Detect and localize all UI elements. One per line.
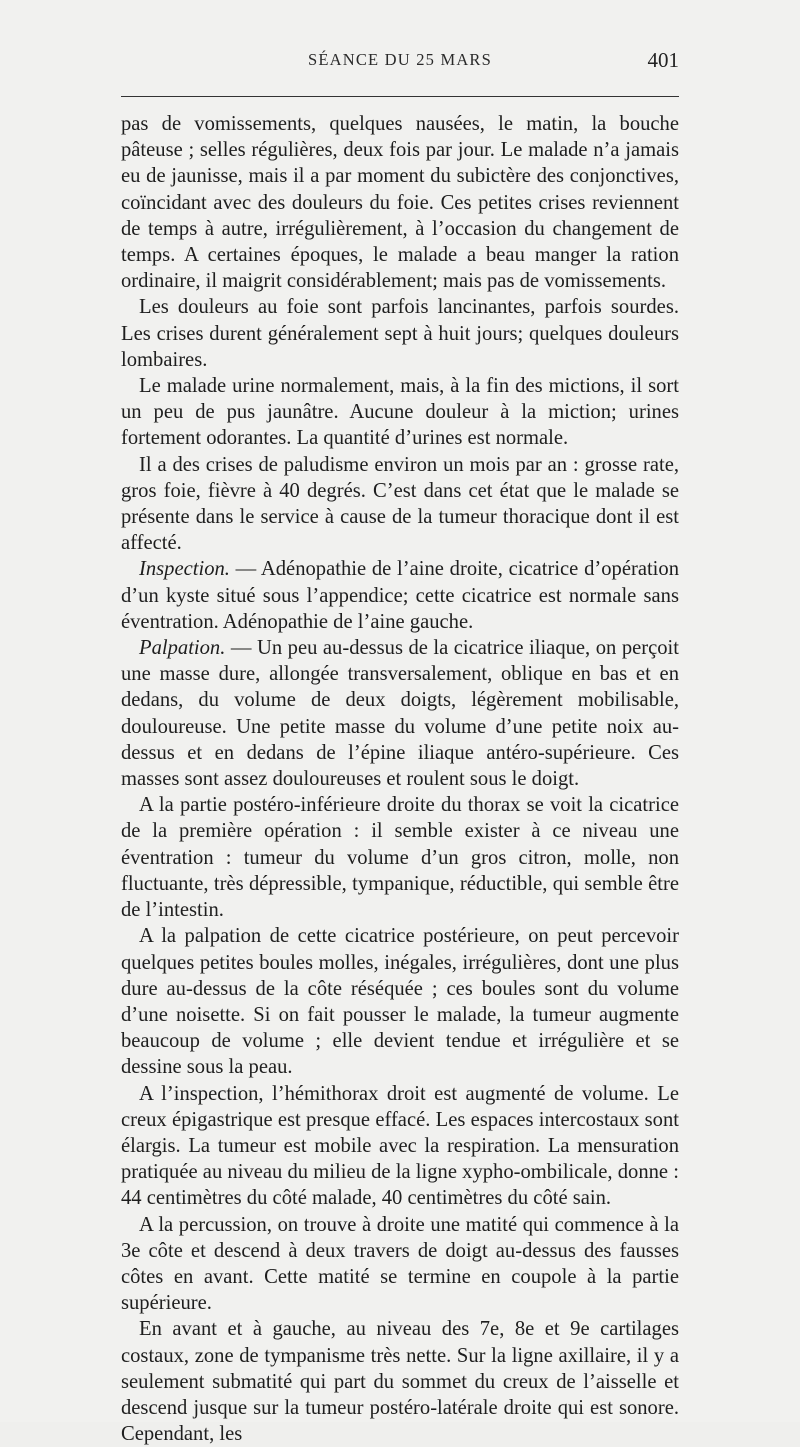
paragraph: pas de vomissements, quelques nausées, le matin, la bouche pâteuse ; selles régulières, deux fois par jour. Le malade n’a jamais eu de jaunisse, mais il a par moment du subictère des conjonctives, coïncidant avec des douleurs du foie. Ces petites crises reviennent de temps à autre, irrégulièrement, à l’occasion du changement de temps. A certaines époques, le malade a beau manger la ration ordinaire, il maigrit considérablement; mais pas de vomissements. bbox=[121, 113, 679, 293]
header-rule bbox=[121, 96, 679, 97]
paragraph: A la palpation de cette cicatrice postérieure, on peut percevoir quelques petites boules molles, inégales, irrégulières, dont une plus dure au-dessus de la côte réséquée ; ces boules sont du volume d’une noisette. Si on fait pousser le malade, la tumeur augmente beaucoup de volume ; elle devient tendue et irrégulière et se dessine sous la peau. bbox=[121, 925, 679, 1079]
paragraph-lead: Palpation. bbox=[139, 637, 226, 660]
paragraph: A la partie postéro-inférieure droite du thorax se voit la cicatrice de la première opération : il semble exister à ce niveau une éventration : tumeur du volume d’un gros citron, molle, non fluctuante, très dépressible, tympanique, réductible, qui semble être de l’intestin. bbox=[121, 794, 679, 922]
paragraph: En avant et à gauche, au niveau des 7e, 8e et 9e cartilages costaux, zone de tympanisme très nette. Sur la ligne axillaire, il y a seulement submatité qui part du sommet du creux de l’aisselle et descend jusque sur la tumeur postéro-latérale droite qui est sonore. Cependant, les bbox=[121, 1318, 679, 1446]
paragraph: Il a des crises de paludisme environ un mois par an : grosse rate, gros foie, fièvre à 40 degrés. C’est dans cet état que le malade se présente dans le service à cause de la tumeur thoracique dont il est affecté. bbox=[121, 453, 679, 555]
paragraph: A l’inspection, l’hémithorax droit est augmenté de volume. Le creux épigastrique est presque effacé. Les espaces intercostaux sont élargis. La tumeur est mobile avec la respiration. La mensuration pratiquée au niveau du milieu de la ligne xypho-ombilicale, donne : 44 centimètres du côté malade, 40 centimètres du côté sain. bbox=[121, 1082, 679, 1210]
paragraph-lead: Inspection. bbox=[139, 558, 230, 581]
paragraph: Les douleurs au foie sont parfois lancinantes, parfois sourdes. Les crises durent généralement sept à huit jours; quelques douleurs lombaires. bbox=[121, 296, 679, 371]
paragraph: Inspection. — Adénopathie de l’aine droite, cicatrice d’opération d’un kyste situé sous l’appendice; cette cicatrice est normale sans éventration. Adénopathie de l’aine gauche. bbox=[121, 558, 679, 633]
paragraph: A la percussion, on trouve à droite une matité qui commence à la 3e côte et descend à deux travers de doigt au-dessus des fausses côtes en avant. Cette matité se termine en coupole à la partie supérieure. bbox=[121, 1213, 679, 1315]
paragraph: Palpation. — Un peu au-dessus de la cicatrice iliaque, on perçoit une masse dure, allongée transversalement, oblique en bas et en dedans, du volume de deux doigts, légèrement mobilisable, douloureuse. Une petite masse du volume d’une petite noix au-dessus et en dedans de l’épine iliaque antéro-supérieure. Ces masses sont assez douloureuses et roulent sous le doigt. bbox=[121, 637, 679, 791]
page-header bbox=[121, 50, 679, 80]
body-text bbox=[121, 111, 679, 1447]
paragraph: Le malade urine normalement, mais, à la fin des mictions, il sort un peu de pus jaunâtre. Aucune douleur à la miction; urines fortement odorantes. La quantité d’urines est normale. bbox=[121, 375, 679, 450]
page-number: 401 bbox=[647, 48, 679, 72]
running-head: SÉANCE DU 25 MARS bbox=[307, 50, 493, 69]
